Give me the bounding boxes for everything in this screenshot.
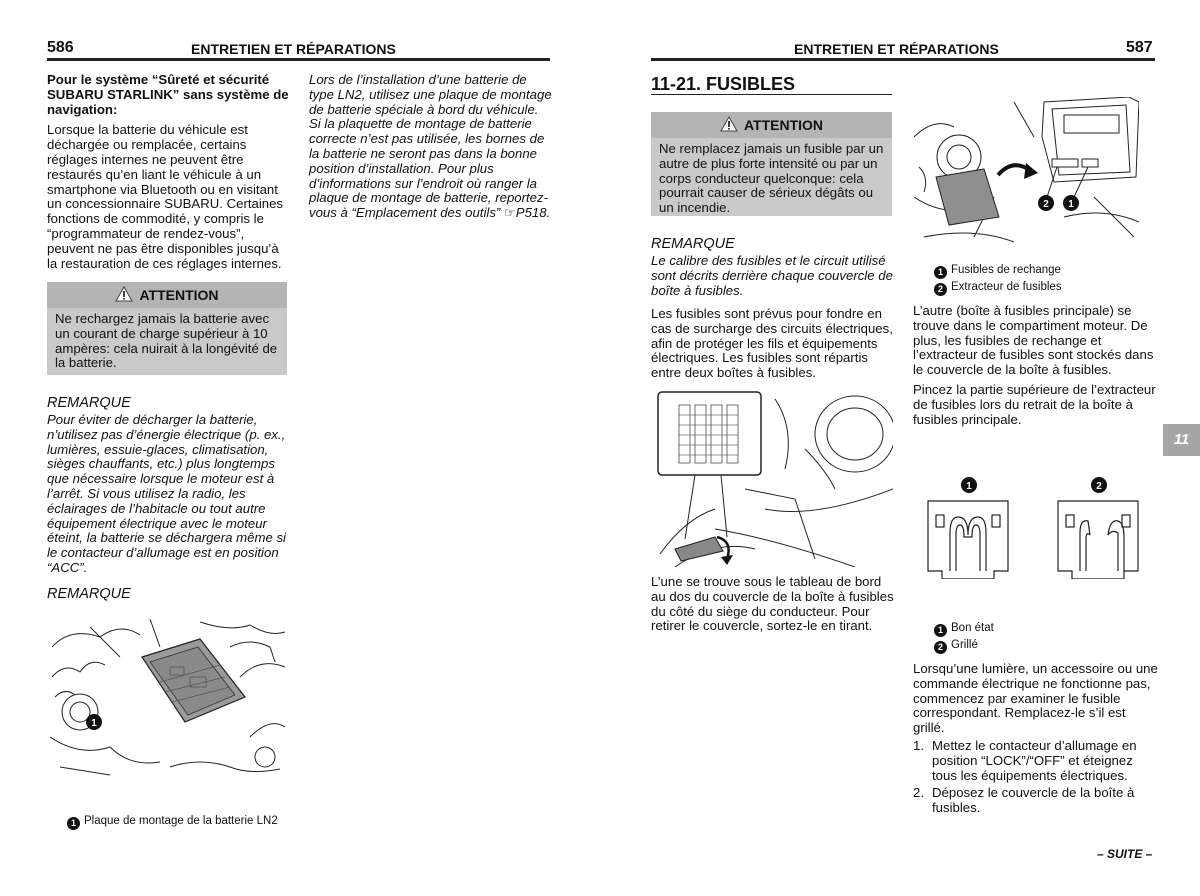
legend-item: 1 Fusibles de rechange — [934, 262, 1062, 279]
chapter-tab: 11 — [1163, 424, 1200, 456]
fuse-label-good: 1 — [966, 481, 972, 492]
attention-title-fuses: ATTENTION — [651, 112, 892, 138]
warning-triangle-icon — [720, 116, 738, 135]
remarque-text: Pour éviter de décharger la batterie, n’utilisez pas d’énergie électrique (p. ex., lumières, essuie-glaces, climatisation, sièges chauffants, etc.) plus longtemps que nécessaire lorsque le moteur est à l’arrêt. Si vous utilisez la radio, les éclairages de l’habitacle ou tout autre équipement électrique avec le moteur éteint, la batterie se déchargera même si le contacteur d’allumage est en position “ACC”. — [47, 412, 286, 575]
left-header-title: ENTRETIEN ET RÉPARATIONS — [191, 41, 396, 57]
left-col1 — [47, 73, 291, 271]
right-page-number: 587 — [1126, 39, 1153, 56]
left-header-rule — [47, 58, 550, 61]
attention-box-fuses — [651, 112, 892, 216]
section-rule — [651, 94, 892, 95]
attention-title: ATTENTION — [47, 282, 287, 308]
remarque-title-2: REMARQUE — [47, 586, 131, 602]
caption-number-badge: 1 — [67, 817, 80, 830]
ln2-installation-note: Lors de l’installation d’une batterie de type LN2, utilisez une plaque de montage de batterie spéciale à bord du véhicule. Si la plaquette de montage de batterie correcte n’est pas utilisée, les bornes de la batterie ne seront pas dans la bonne position d’installation. Pour plus d’informations sur l’endroit où ranger la plaque de montage de batterie, reportez-vous à “Emplacement des outils” ☞P518. — [309, 72, 552, 221]
fuse-condition-legend — [934, 620, 994, 654]
remarque-title-fuses: REMARQUE — [651, 236, 735, 252]
legend-item: 2 Grillé — [934, 637, 994, 654]
step-item: 2. Déposez le couvercle de la boîte à fusibles. — [913, 785, 1135, 816]
main-fusebox-paragraphs: L’autre (boîte à fusibles principale) se trouve dans le compartiment moteur. De plus, les fusibles de rechange et l’extracteur de fusibles sont stockés dans le couvercle de la boîte à fusibles. Pincez la partie supérieure de l’extracteur de fusibles lors du retrait de la boîte à fusibles principale. — [913, 303, 1156, 427]
section-title: 11-21. FUSIBLES — [651, 74, 796, 94]
left-col2 — [309, 73, 552, 221]
remarque-text-fuses: Le calibre des fusibles et le circuit utilisé sont décrits derrière chaque couvercle de boîte à fusibles. — [651, 253, 893, 298]
starlink-heading: Pour le système “Sûreté et sécurité SUBARU STARLINK” sans système de navigation: — [47, 72, 289, 117]
fuse-steps — [913, 739, 1159, 819]
fuses-location-paragraph: L’une se trouve sous le tableau de bord au dos du couvercle de la boîte à fusibles du côté du siège du conducteur. Pour retirer le couvercle, sortez-le en tirant. — [651, 574, 894, 634]
remarque-fuses — [651, 236, 894, 298]
attention-text-fuses: Ne remplacez jamais un fusible par un autre de plus forte intensité ou par un corps conducteur quelconque: cela pourrait causer de sérieux dégâts ou un incendie. — [659, 141, 884, 216]
fuses-intro-paragraph: Les fusibles sont prévus pour fondre en cas de surcharge des circuits électriques, afin de protéger les fils et équipements électriques. Les fusibles sont répartis entre deux boîtes à fusibles. — [651, 306, 893, 381]
left-page-number: 586 — [47, 39, 74, 56]
step-item: 1. Mettez le contacteur d’allumage en position “LOCK”/“OFF” et éteignez tous les équipements électriques. — [913, 738, 1137, 783]
warning-triangle-icon — [115, 286, 133, 305]
attention-box-battery — [47, 282, 287, 375]
remarque-battery — [47, 395, 291, 576]
fuse-check-paragraph: Lorsqu’une lumière, un accessoire ou une commande électrique ne fonctionne pas, commencez par examiner le fusible correspondant. Remplacez-le s’il est grillé. — [913, 661, 1158, 736]
engine-figure-label-b: 1 — [1068, 199, 1074, 210]
attention-text: Ne rechargez jamais la batterie avec un courant de charge supérieur à 10 ampères: cela nuirait à la longévité de la batterie. — [55, 311, 278, 371]
right-header-rule — [651, 58, 1155, 61]
battery-figure-caption: 1 Plaque de montage de la batterie LN2 — [67, 813, 278, 830]
right-header-title: ENTRETIEN ET RÉPARATIONS — [794, 41, 999, 57]
battery-plate-figure — [50, 617, 286, 777]
continue-label: – SUITE – — [1097, 847, 1153, 861]
legend-item: 1 Bon état — [934, 620, 994, 637]
dashboard-fusebox-figure — [655, 389, 893, 567]
fuse-label-blown: 2 — [1096, 481, 1102, 492]
remarque-title: REMARQUE — [47, 395, 131, 411]
engine-figure-legend — [934, 262, 1062, 296]
battery-figure-label: 1 — [91, 718, 97, 729]
engine-fusebox-figure — [914, 97, 1139, 245]
fuse-condition-figure — [920, 475, 1145, 579]
legend-item: 2 Extracteur de fusibles — [934, 279, 1062, 296]
starlink-paragraph: Lorsque la batterie du véhicule est déchargée ou remplacée, certains réglages internes ne peuvent être restaurés qu’en liant le véhicule à un smartphone via Bluetooth ou en visitant un concessionnaire SUBARU. Certaines fonctions de commodité, y compris le “programmateur de rendez-vous”, peuvent ne pas être disponibles jusqu’à la restauration de ces réglages internes. — [47, 122, 284, 271]
engine-figure-label-a: 2 — [1043, 199, 1049, 210]
